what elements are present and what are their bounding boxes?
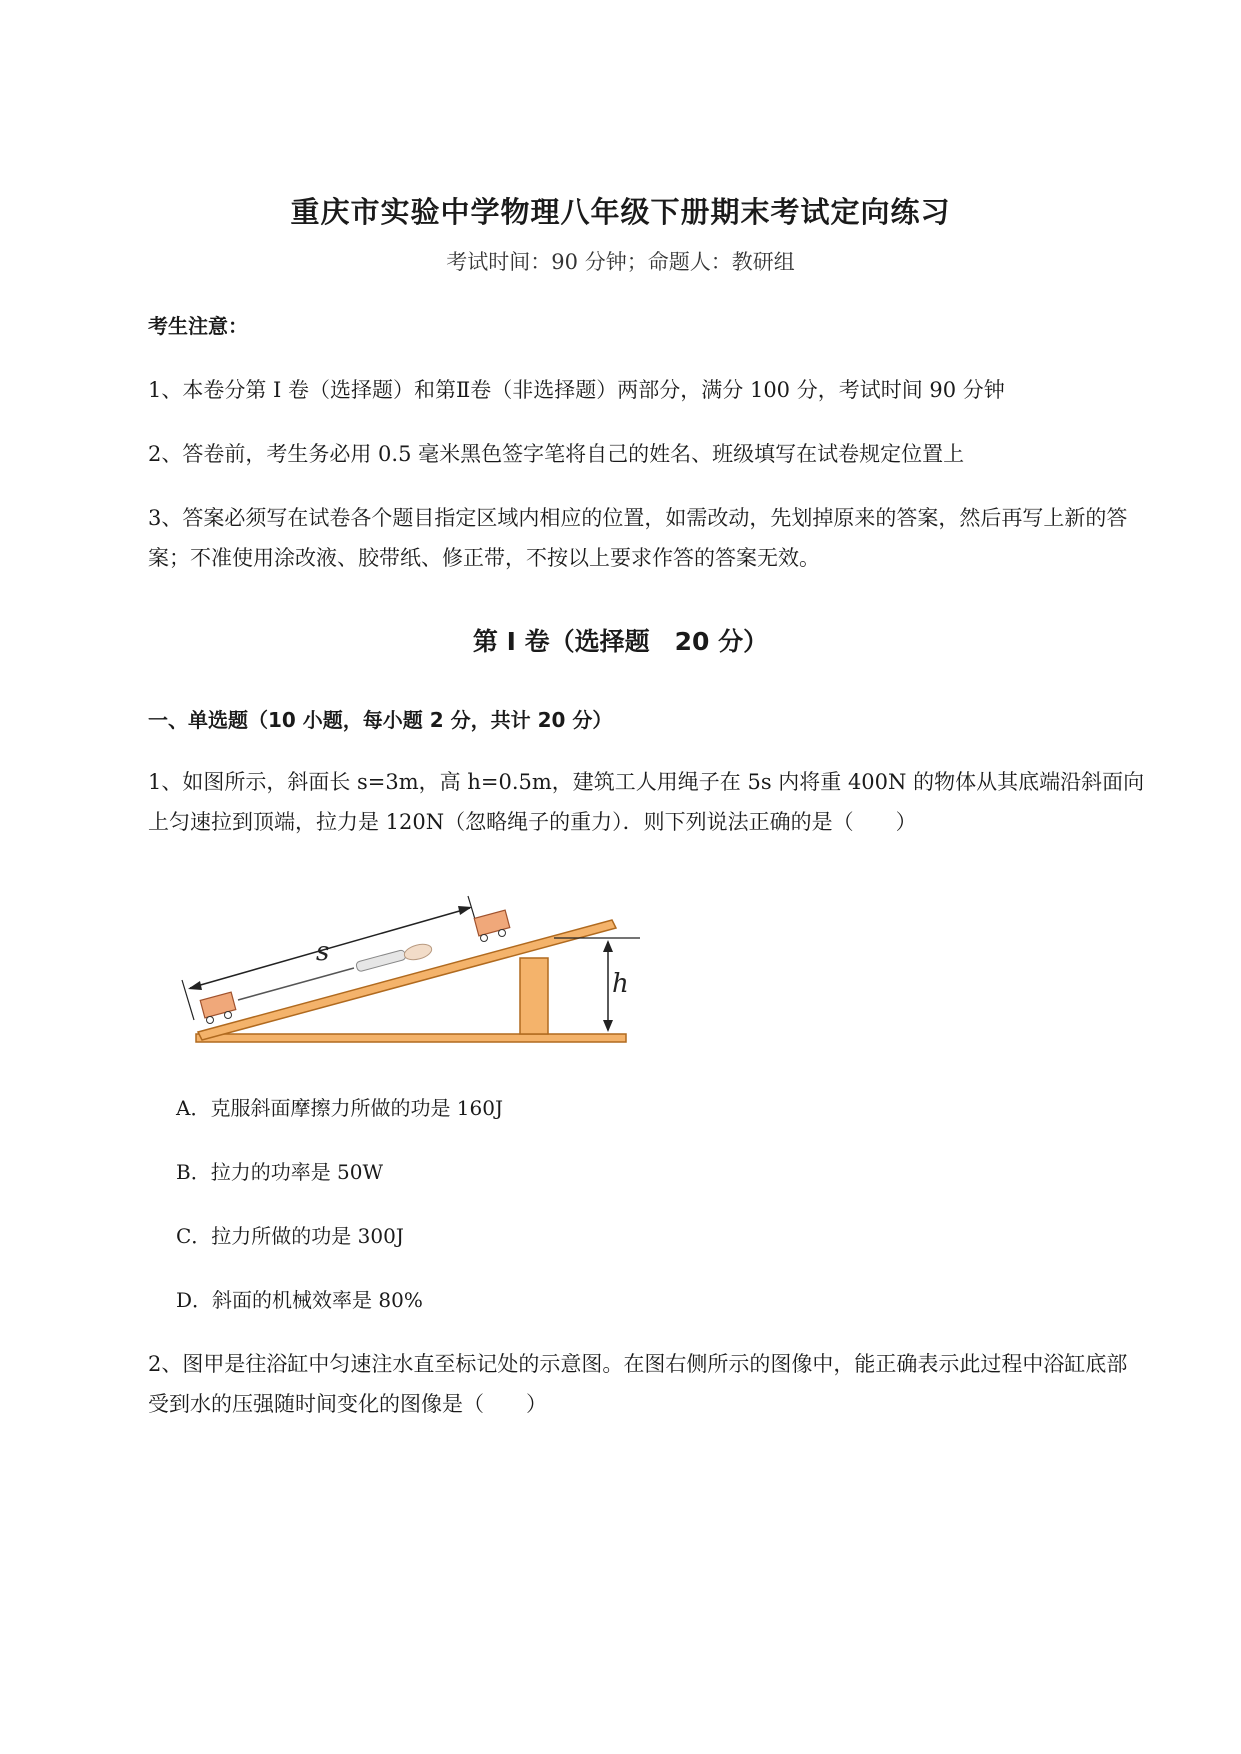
notice-item-3: 3、答案必须写在试卷各个题目指定区域内相应的位置，如需改动，先划掉原来的答案，然后再写上新的答案；不准使用涂改液、胶带纸、修正带，不按以上要求作答的答案无效。	[148, 506, 1128, 570]
question-1-option-a: A．克服斜面摩擦力所做的功是 160J	[176, 1096, 503, 1120]
section-title: 第 I 卷（选择题 20 分）	[472, 627, 769, 656]
question-1-stem: 1、如图所示，斜面长 s=3m，高 h=0.5m，建筑工人用绳子在 5s 内将重 400N 的物体从其底端沿斜面向上匀速拉到顶端，拉力是 120N（忽略绳子的重力）．则下列说法正确的是（ ）	[148, 770, 1145, 834]
h-label: h	[612, 969, 629, 999]
s-left-tick	[182, 980, 194, 1020]
incline-board	[198, 920, 616, 1040]
notice-heading: 考生注意：	[148, 314, 248, 338]
question-1-option-c: C．拉力所做的功是 300J	[176, 1224, 404, 1248]
base-board	[196, 1034, 626, 1042]
support-post	[520, 958, 548, 1034]
notice-item-1: 1、本卷分第 I 卷（选择题）和第Ⅱ卷（非选择题）两部分，满分 100 分，考试时间 90 分钟	[148, 378, 1005, 402]
cart-top	[474, 910, 510, 941]
question-1-option-b: B．拉力的功率是 50W	[176, 1160, 384, 1184]
question-1-option-d: D．斜面的机械效率是 80%	[176, 1288, 423, 1312]
page-title: 重庆市实验中学物理八年级下册期末考试定向练习	[290, 195, 951, 229]
notice-item-2: 2、答卷前，考生务必用 0.5 毫米黑色签字笔将自己的姓名、班级填写在试卷规定位置上	[148, 442, 965, 466]
exam-subtitle: 考试时间：90 分钟；命题人：教研组	[446, 250, 795, 274]
question-2-stem: 2、图甲是往浴缸中匀速注水直至标记处的示意图。在图右侧所示的图像中，能正确表示此过程中浴缸底部受到水的压强随时间变化的图像是（ ）	[148, 1352, 1128, 1416]
spring-scale	[356, 949, 407, 972]
incline-figure	[180, 880, 650, 1060]
cart-bottom	[200, 992, 236, 1023]
hand	[403, 942, 434, 963]
s-label: s	[316, 937, 330, 967]
part-heading: 一、单选题（10 小题，每小题 2 分，共计 20 分）	[148, 708, 613, 732]
